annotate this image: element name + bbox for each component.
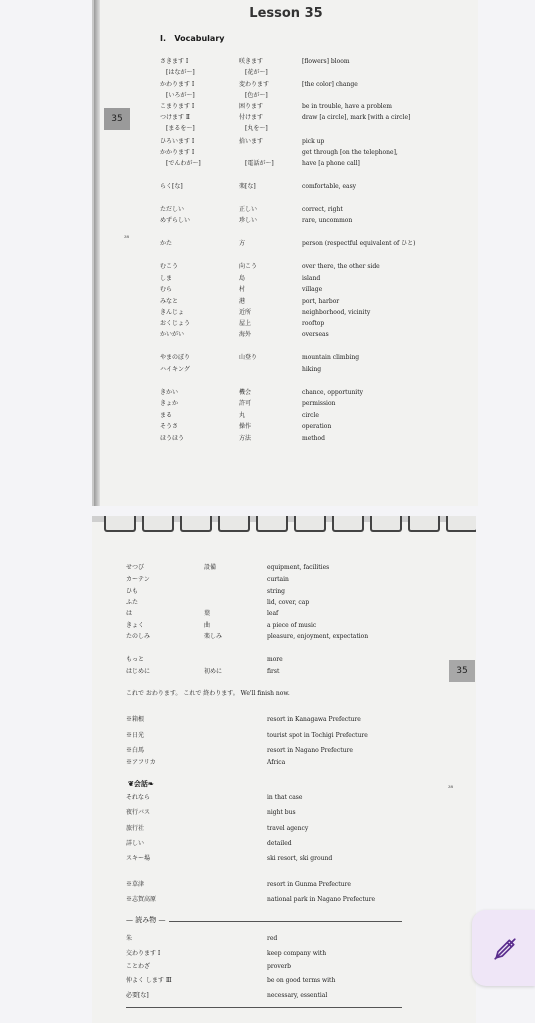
vocab-kanji: 設備 [204, 564, 217, 571]
vocab-kanji: 拾います [239, 138, 264, 145]
vocab-english: pick up [302, 138, 325, 145]
vocab-row [94, 101, 478, 112]
vocab-row [92, 730, 476, 741]
vocab-kanji: 葉 [204, 610, 211, 617]
vocab-english: keep company with [267, 950, 327, 957]
vocab-reading: むこう [160, 263, 179, 270]
vocab-reading: かいがい [160, 331, 185, 338]
binding-ring [104, 516, 136, 532]
vocab-reading: きんじょ [160, 309, 185, 316]
vocab-kanji: 向こう [239, 263, 258, 270]
vocab-english: curtain [267, 576, 289, 583]
vocab-kanji: 港 [239, 298, 246, 305]
vocab-row [94, 238, 478, 249]
vocab-reading: 夜行バス [126, 809, 151, 816]
vocab-row [92, 990, 476, 1001]
vocab-reading: かかります Ⅰ [160, 149, 195, 156]
vocab-english: necessary, essential [267, 992, 328, 999]
vocab-english: over there, the other side [302, 263, 380, 270]
vocab-english: proverb [267, 963, 291, 970]
binding-ring [446, 516, 476, 532]
vocab-english: draw [a circle], mark [with a circle] [302, 114, 411, 121]
vocab-reading: [まるを〜] [160, 125, 195, 132]
vocab-english: overseas [302, 331, 329, 338]
vocab-english: comfortable, easy [302, 183, 357, 190]
vocab-row [94, 364, 478, 375]
vocab-row [94, 56, 478, 67]
vocab-reading: きかい [160, 389, 179, 396]
binding-ring [218, 516, 250, 532]
vocab-english: tourist spot in Tochigi Prefecture [267, 732, 368, 739]
vocab-row [92, 838, 476, 849]
margin-page-number: 38 [448, 784, 454, 789]
vocab-row [94, 421, 478, 432]
vocab-reading: こまります Ⅰ [160, 103, 195, 110]
vocab-row [94, 79, 478, 90]
edit-fab-button[interactable] [472, 910, 535, 986]
vocab-row [92, 666, 476, 677]
vocab-english: [the color] change [302, 81, 358, 88]
vocab-english: hiking [302, 366, 322, 373]
vocab-english: detailed [267, 840, 292, 847]
vocab-reading: かた [160, 240, 173, 247]
vocab-reading: きょく [126, 622, 145, 629]
vocab-reading: もっと [126, 656, 145, 663]
vocab-row [94, 204, 478, 215]
lesson-tab-marker: 35 [449, 660, 475, 682]
vocab-reading: まる [160, 412, 173, 419]
vocab-reading: ※志賀高原 [126, 896, 157, 903]
vocab-reading: むら [160, 286, 173, 293]
vocab-kanji: [電話が〜] [239, 160, 274, 167]
vocab-kanji: 屋上 [239, 320, 252, 327]
vocab-row [92, 745, 476, 756]
vocab-row [94, 215, 478, 226]
vocab-row [94, 181, 478, 192]
vocab-english: operation [302, 423, 332, 430]
vocab-row [92, 597, 476, 608]
vocab-row [92, 792, 476, 803]
vocab-english: rooftop [302, 320, 325, 327]
vocab-kanji: 珍しい [239, 217, 258, 224]
vocab-reading: たのしみ [126, 633, 151, 640]
vocab-kanji: 正しい [239, 206, 258, 213]
vocab-kanji: [丸を〜] [239, 125, 268, 132]
section-heading: I. Vocabulary [160, 34, 225, 43]
vocab-reading: 必要[な] [126, 992, 149, 999]
vocab-reading: かわります Ⅰ [160, 81, 195, 88]
vocab-reading: ハイキング [160, 366, 190, 373]
vocab-reading: ひも [126, 588, 139, 595]
vocab-english: be on good terms with [267, 977, 336, 984]
vocab-row [92, 933, 476, 944]
vocab-reading: ことわざ [126, 963, 151, 970]
vocab-reading: カーテン [126, 576, 150, 583]
pen-edit-icon [492, 936, 518, 962]
vocab-reading: ※日光 [126, 732, 145, 739]
vocab-row [92, 586, 476, 597]
vocab-row [92, 948, 476, 959]
vocab-kanji: 許可 [239, 400, 252, 407]
vocab-kanji: 海外 [239, 331, 252, 338]
vocab-reading: [でんわが〜] [160, 160, 201, 167]
vocab-english: in that case [267, 794, 303, 801]
vocab-row [92, 961, 476, 972]
vocab-english: person (respectful equivalent of ひと) [302, 240, 416, 247]
vocab-reading: 詳しい [126, 840, 145, 847]
vocab-row [92, 631, 476, 642]
vocab-kanji: 方 [239, 240, 246, 247]
vocab-kanji: 付けます [239, 114, 264, 121]
vocab-reading: [はなが〜] [160, 69, 195, 76]
vocab-reading: みなと [160, 298, 179, 305]
vocab-row [92, 975, 476, 986]
vocab-english: ski resort, ski ground [267, 855, 333, 862]
vocab-row [92, 807, 476, 818]
vocab-row [94, 410, 478, 421]
vocab-kanji: 咲きます [239, 58, 264, 65]
vocab-row [94, 136, 478, 147]
vocab-reading: ほうほう [160, 435, 185, 442]
vocab-english: mountain climbing [302, 354, 360, 361]
vocab-english: correct, right [302, 206, 343, 213]
binding-ring [294, 516, 326, 532]
vocab-reading: 交わります Ⅰ [126, 950, 161, 957]
vocab-english: permission [302, 400, 336, 407]
vocab-kanji: 楽しみ [204, 633, 223, 640]
vocab-english: travel agency [267, 825, 309, 832]
vocab-english: village [302, 286, 323, 293]
vocab-english: pleasure, enjoyment, expectation [267, 633, 369, 640]
vocab-row [92, 608, 476, 619]
vocab-row [94, 284, 478, 295]
vocab-english: be in trouble, have a problem [302, 103, 392, 110]
vocab-row [92, 562, 476, 573]
vocab-english: neighborhood, vicinity [302, 309, 371, 316]
vocab-row [92, 714, 476, 725]
vocab-english: chance, opportunity [302, 389, 364, 396]
vocab-row [92, 879, 476, 890]
vocab-row [92, 688, 476, 699]
binding-ring [256, 516, 288, 532]
vocab-reading: は [126, 610, 133, 617]
kaiwa-header: ❦会話❧ [128, 779, 154, 788]
vocab-kanji: 機会 [239, 389, 252, 396]
vocab-english: island [302, 275, 321, 282]
vocab-english: [flowers] bloom [302, 58, 350, 65]
vocab-reading: つけます Ⅱ [160, 114, 190, 121]
reading-header: — 読み物 — [126, 915, 169, 925]
binding-ring [332, 516, 364, 532]
vocab-reading: めずらしい [160, 217, 191, 224]
vocab-kanji: 方法 [239, 435, 252, 442]
vocab-english: get through [on the telephone], [302, 149, 398, 156]
vocab-row [94, 387, 478, 398]
vocab-row [92, 853, 476, 864]
vocab-kanji: [色が〜] [239, 92, 268, 99]
vocab-reading: ふた [126, 599, 139, 606]
vocab-english: leaf [267, 610, 279, 617]
vocab-english: have [a phone call] [302, 160, 360, 167]
vocab-row [92, 894, 476, 905]
vocab-reading: おくじょう [160, 320, 191, 327]
vocab-reading: 旅行社 [126, 825, 145, 832]
vocab-reading: ※白馬 [126, 747, 145, 754]
vocab-reading: 仲よく します Ⅲ [126, 977, 172, 984]
lesson-tab-marker: 35 [104, 108, 130, 130]
vocab-row [92, 620, 476, 631]
vocab-english: Africa [267, 759, 286, 766]
vocab-kanji: 丸 [239, 412, 246, 419]
vocab-reading: らく[な] [160, 183, 183, 190]
vocab-row [94, 261, 478, 272]
vocab-english: a piece of music [267, 622, 317, 629]
vocab-row [94, 112, 478, 123]
vocab-kanji: 曲 [204, 622, 211, 629]
vocab-reading: しま [160, 275, 173, 282]
page-1 [92, 0, 478, 506]
vocab-english: red [267, 935, 278, 942]
vocab-english: method [302, 435, 325, 442]
vocab-kanji: 楽[な] [239, 183, 256, 190]
vocab-reading: ※草津 [126, 881, 145, 888]
divider [126, 1007, 402, 1008]
vocab-reading: これで おわります。 これで 終わります。 We'll finish now. [126, 690, 290, 697]
vocab-english: resort in Gunma Prefecture [267, 881, 351, 888]
vocab-kanji: 村 [239, 286, 246, 293]
vocab-kanji: 困ります [239, 103, 264, 110]
vocab-kanji: 初めに [204, 668, 223, 675]
vocab-row [94, 296, 478, 307]
vocab-kanji: 島 [239, 275, 246, 282]
vocab-reading: [いろが〜] [160, 92, 195, 99]
vocab-english: resort in Kanagawa Prefecture [267, 716, 361, 723]
vocab-english: lid, cover, cap [267, 599, 310, 606]
vocab-reading: せつび [126, 564, 145, 571]
vocab-english: rare, uncommon [302, 217, 353, 224]
margin-page-number: 38 [124, 234, 130, 239]
vocab-english: first [267, 668, 280, 675]
binding-ring [408, 516, 440, 532]
binding-ring [142, 516, 174, 532]
vocab-reading: やまのぼり [160, 354, 191, 361]
vocab-kanji: 変わります [239, 81, 270, 88]
vocab-reading: ただしい [160, 206, 185, 213]
vocab-reading: はじめに [126, 668, 151, 675]
vocab-row [94, 158, 478, 169]
vocab-row [92, 574, 476, 585]
vocab-english: national park in Nagano Prefecture [267, 896, 376, 903]
vocab-english: string [267, 588, 285, 595]
vocab-english: equipment, facilities [267, 564, 330, 571]
vocab-kanji: 操作 [239, 423, 252, 430]
vocab-row [94, 433, 478, 444]
vocab-reading: そうさ [160, 423, 179, 430]
vocab-row [94, 329, 478, 340]
vocab-reading: スキー場 [126, 855, 151, 862]
vocab-english: night bus [267, 809, 296, 816]
vocab-kanji: [花が〜] [239, 69, 268, 76]
vocab-english: more [267, 656, 283, 663]
vocab-row [92, 654, 476, 665]
vocab-reading: ※アフリカ [126, 759, 156, 766]
vocab-row [94, 273, 478, 284]
vocab-kanji: 山登り [239, 354, 258, 361]
vocab-row [94, 352, 478, 363]
vocab-row [92, 823, 476, 834]
vocab-english: circle [302, 412, 319, 419]
vocab-reading: それなら [126, 794, 151, 801]
vocab-reading: さきます Ⅰ [160, 58, 189, 65]
vocab-english: resort in Nagano Prefecture [267, 747, 353, 754]
vocab-row [92, 757, 476, 768]
binding-ring [180, 516, 212, 532]
vocab-row [94, 318, 478, 329]
vocab-english: port, harbor [302, 298, 340, 305]
vocab-row [94, 123, 478, 134]
vocab-row [94, 398, 478, 409]
vocab-kanji: 近所 [239, 309, 252, 316]
vocab-reading: ひろいます Ⅰ [160, 138, 195, 145]
vocab-row [94, 67, 478, 78]
vocab-reading: きょか [160, 400, 179, 407]
vocab-row [94, 147, 478, 158]
page-2 [92, 516, 476, 1023]
vocab-reading: ※箱根 [126, 716, 145, 723]
vocab-reading: 朱 [126, 935, 133, 942]
binding-ring [370, 516, 402, 532]
vocab-row [94, 307, 478, 318]
vocab-row [94, 90, 478, 101]
lesson-title: Lesson 35 [249, 6, 323, 21]
